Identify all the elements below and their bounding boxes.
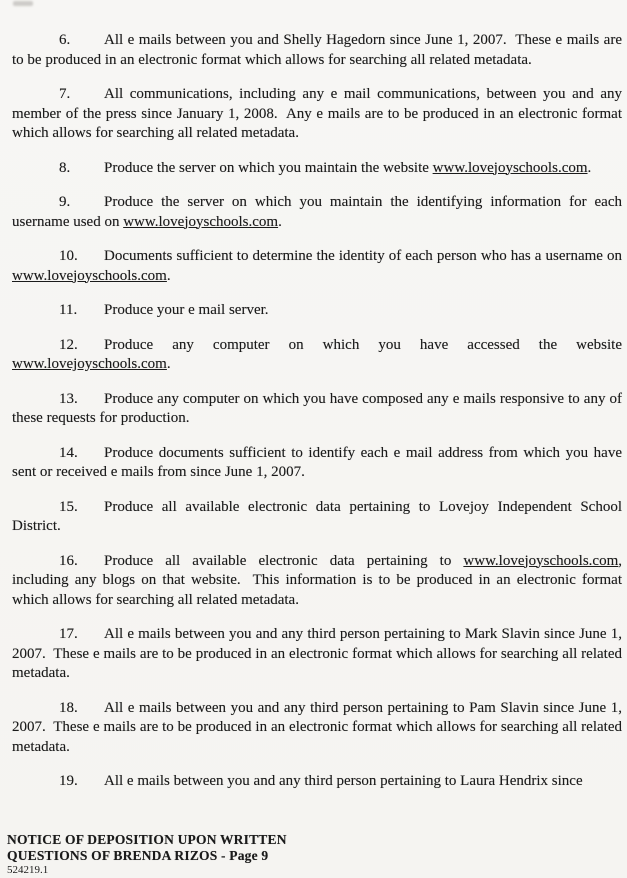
item-number: 14. xyxy=(59,444,78,461)
document-footer xyxy=(7,832,287,878)
request-item-7 xyxy=(12,85,626,144)
item-text-pre: All e mails between you and Shelly Hagedorn since June 1, 2007. These e mails are to be produced in an electronic format which allows for searching all related metadata. xyxy=(12,32,626,68)
request-item-12 xyxy=(12,336,626,375)
request-item-10 xyxy=(12,247,626,286)
item-text-pre: All communications, including any e mail communications, between you and any member of the press since January 1, 2008. Any e mails are to be produced in an electronic format which allows for searching all related metadata. xyxy=(12,86,626,141)
item-number: 13. xyxy=(59,390,78,407)
item-text-post: . xyxy=(166,356,171,372)
document-body xyxy=(12,31,626,792)
footer-document-number: 524219.1 xyxy=(7,864,49,876)
item-text-pre: Produce any computer on which you have composed any e mails responsive to any of these requests for production. xyxy=(12,390,626,426)
item-number: 8. xyxy=(59,159,71,176)
item-text-pre: Documents sufficient to determine the identity of each person who has a username on xyxy=(104,248,626,264)
request-item-18 xyxy=(12,699,626,758)
item-number: 11. xyxy=(59,302,78,318)
item-text-post: . xyxy=(166,267,171,284)
item-number: 10. xyxy=(59,248,78,264)
item-number: 19. xyxy=(59,773,78,789)
item-number: 15. xyxy=(59,498,78,515)
request-item-17 xyxy=(12,625,626,684)
request-item-11 xyxy=(12,301,622,321)
item-number: 7. xyxy=(59,86,71,102)
request-item-13 xyxy=(12,390,626,429)
website-link: www.lovejoyschools.com xyxy=(12,267,167,284)
item-text-pre: Produce all available electronic data pertaining to Lovejoy Independent School District. xyxy=(12,498,626,534)
footer-title-line-1: NOTICE OF DEPOSITION UPON WRITTEN xyxy=(7,832,287,847)
website-link: www.lovejoyschools.com xyxy=(463,552,619,569)
item-number: 18. xyxy=(59,699,78,716)
footer-title-line-2: QUESTIONS OF BRENDA RIZOS - Page 9 xyxy=(7,847,269,863)
website-link: www.lovejoyschools.com xyxy=(432,159,588,176)
website-link: www.lovejoyschools.com xyxy=(123,213,279,230)
website-link: www.lovejoyschools.com xyxy=(12,356,167,372)
request-item-9 xyxy=(12,193,626,232)
item-text-pre: Produce the server on which you maintain the identifying information for each username used on xyxy=(12,194,626,230)
item-number: 12. xyxy=(59,336,78,353)
item-text-post: . xyxy=(587,159,592,176)
item-number: 16. xyxy=(59,552,78,569)
item-text-pre: Produce documents sufficient to identify each e mail address from which you have sent or received e mails from since June 1, 2007. xyxy=(12,444,626,480)
item-number: 6. xyxy=(59,32,71,48)
item-text-pre: All e mails between you and any third person pertaining to Pam Slavin since June 1, 2007. These e mails are to be produced in an electronic format which allows for searching all related metadata. xyxy=(12,699,626,755)
item-text-pre: Produce any computer on which you have accessed the website xyxy=(104,336,626,353)
item-text-post: . xyxy=(278,213,282,230)
request-item-15 xyxy=(12,498,626,537)
item-text-pre: Produce your e mail server. xyxy=(104,302,269,318)
request-item-14 xyxy=(12,444,626,483)
item-text-pre: All e mails between you and any third person pertaining to Mark Slavin since June 1, 2007. These e mails are to be produced in an electronic format which allows for searching all related metadata. xyxy=(12,626,626,681)
item-number: 17. xyxy=(59,626,78,642)
request-item-6 xyxy=(12,31,626,70)
item-text-post: , including any blogs on that website. This information is to be produced in an electronic format which allows for searching all related metadata. xyxy=(12,552,626,608)
item-text-pre: All e mails between you and any third person pertaining to Laura Hendrix since xyxy=(104,773,583,789)
item-text-pre: Produce all available electronic data pertaining to xyxy=(104,552,464,569)
request-item-8 xyxy=(12,159,622,179)
item-text-pre: Produce the server on which you maintain the website xyxy=(104,159,433,176)
request-item-16 xyxy=(12,552,626,611)
item-number: 9. xyxy=(59,194,71,210)
scan-artifact xyxy=(13,1,33,6)
request-item-19 xyxy=(12,772,622,792)
